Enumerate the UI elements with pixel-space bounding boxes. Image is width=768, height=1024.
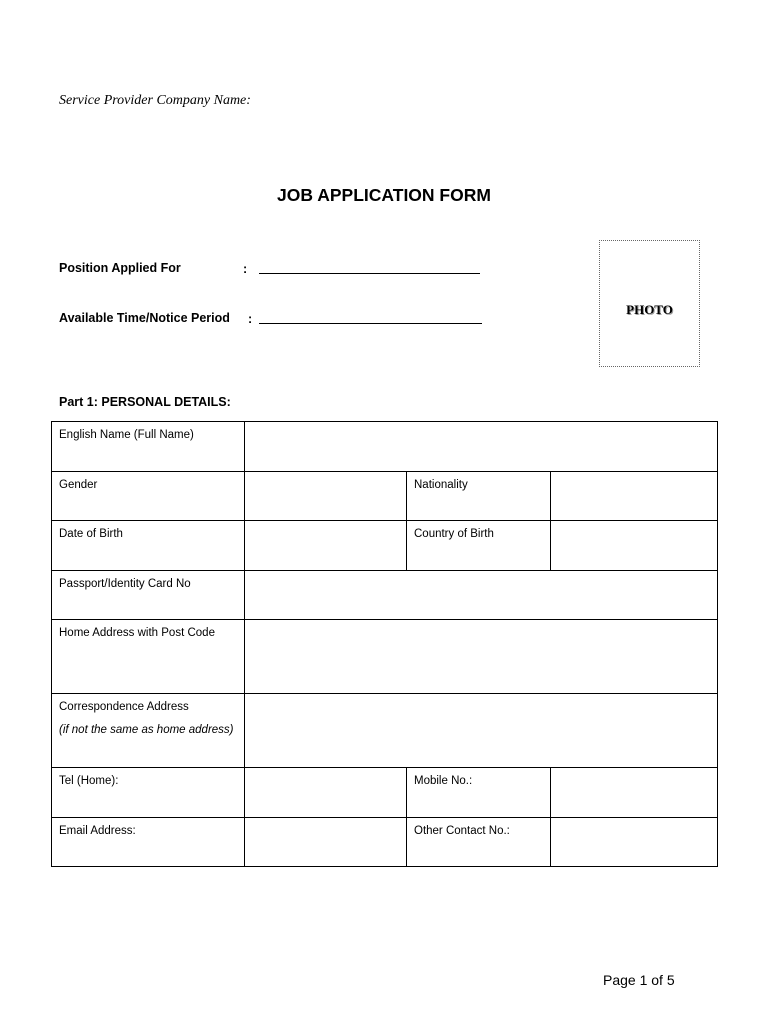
table-row bbox=[52, 422, 718, 472]
notice-period-label: Available Time/Notice Period bbox=[59, 311, 230, 325]
table-row bbox=[52, 521, 718, 571]
personal-details-table bbox=[51, 421, 718, 867]
tel-home-label: Tel (Home): bbox=[52, 768, 245, 818]
dob-label: Date of Birth bbox=[52, 521, 245, 571]
gender-field[interactable] bbox=[245, 472, 407, 521]
form-title: JOB APPLICATION FORM bbox=[277, 185, 491, 205]
personal-details-heading: Part 1: PERSONAL DETAILS: bbox=[59, 395, 231, 409]
table-row bbox=[52, 768, 718, 818]
table-row bbox=[52, 694, 718, 768]
correspondence-address-label: Correspondence Address bbox=[59, 701, 189, 713]
position-applied-label: Position Applied For bbox=[59, 261, 181, 275]
passport-label: Passport/Identity Card No bbox=[52, 571, 245, 620]
country-of-birth-field[interactable] bbox=[551, 521, 718, 571]
correspondence-address-label-cell bbox=[52, 694, 245, 768]
nationality-field[interactable] bbox=[551, 472, 718, 521]
correspondence-address-field[interactable] bbox=[245, 694, 718, 768]
dob-field[interactable] bbox=[245, 521, 407, 571]
page-number: Page 1 of 5 bbox=[603, 972, 675, 988]
other-contact-field[interactable] bbox=[551, 818, 718, 867]
table-row bbox=[52, 571, 718, 620]
mobile-field[interactable] bbox=[551, 768, 718, 818]
other-contact-label: Other Contact No.: bbox=[407, 818, 551, 867]
passport-field[interactable] bbox=[245, 571, 718, 620]
company-name-label: Service Provider Company Name: bbox=[59, 93, 251, 108]
mobile-label: Mobile No.: bbox=[407, 768, 551, 818]
tel-home-field[interactable] bbox=[245, 768, 407, 818]
home-address-field[interactable] bbox=[245, 620, 718, 694]
country-of-birth-label: Country of Birth bbox=[407, 521, 551, 571]
gender-label: Gender bbox=[52, 472, 245, 521]
notice-period-colon: : bbox=[248, 312, 253, 326]
notice-period-field[interactable] bbox=[259, 323, 482, 324]
table-row bbox=[52, 472, 718, 521]
photo-box bbox=[599, 240, 700, 367]
email-label: Email Address: bbox=[52, 818, 245, 867]
position-applied-colon: : bbox=[243, 262, 248, 276]
position-applied-field[interactable] bbox=[259, 273, 480, 274]
table-row bbox=[52, 818, 718, 867]
nationality-label: Nationality bbox=[407, 472, 551, 521]
english-name-label: English Name (Full Name) bbox=[52, 422, 245, 472]
correspondence-address-note: (if not the same as home address) bbox=[59, 723, 234, 736]
english-name-field[interactable] bbox=[245, 422, 718, 472]
table-row bbox=[52, 620, 718, 694]
email-field[interactable] bbox=[245, 818, 407, 867]
photo-label: PHOTO bbox=[626, 302, 673, 317]
home-address-label: Home Address with Post Code bbox=[52, 620, 245, 694]
